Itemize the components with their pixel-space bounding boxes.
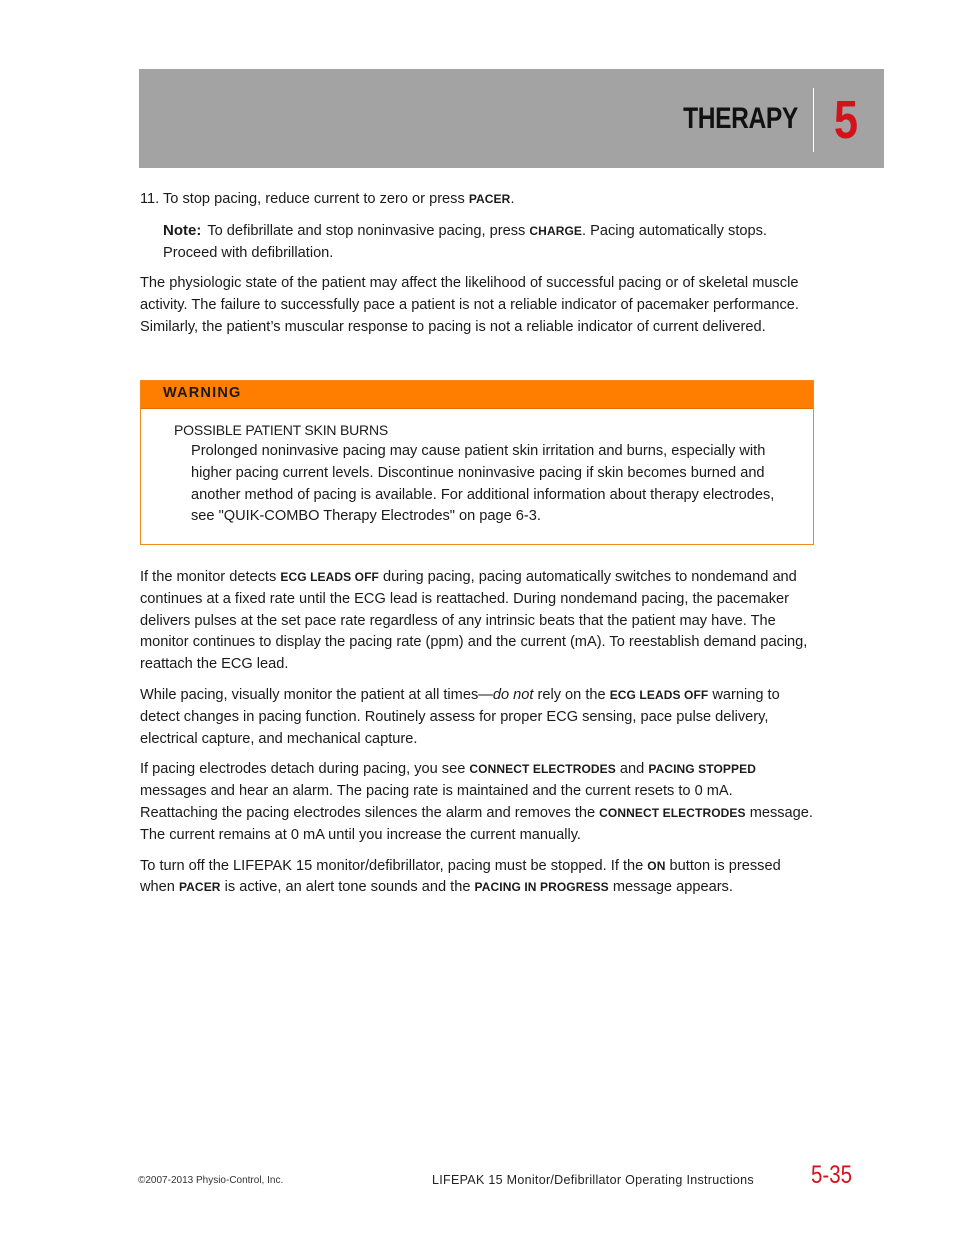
step-text-1: To stop pacing, reduce current to zero or press [163,191,469,207]
charge-key: CHARGE [529,223,583,238]
step-text-2: . [510,191,515,207]
warning-bar [141,381,813,409]
chapter-number: 5 [834,90,859,150]
turn-off-text-1: To turn off the LIFEPAK 15 monitor/defibrillator, pacing must be stopped. If the [140,857,648,874]
warning-body: Prolonged noninvasive pacing may cause patient skin irritation and burns, especially with higher pacing current levels. Discontinue noninvasive pacing if skin becomes burned and another method of pacing is available. For additional information about therapy electrodes, see "QUIK-COMBO Therapy Electrodes" on page 6-3. [191,443,775,525]
pacer-key-2: PACER [178,880,221,895]
step-number: 11. [140,191,160,207]
connect-electrodes-message-2: CONNECT ELECTRODES [599,805,746,820]
detach-text-4: message. The current remains at 0 mA until you increase the current manually. [140,804,813,843]
monitor-text-2: rely on the [533,686,610,703]
paragraph-turn-off [140,856,814,900]
monitor-text-3: warning to detect changes in pacing function. Routinely assess for proper ECG sensing, pace pulse delivery, electrical capture, and mechanical capture. [140,686,780,747]
chapter-header [139,69,884,168]
monitor-text-1: While pacing, visually monitor the patient at all times— [140,686,493,703]
warning-heading: POSSIBLE PATIENT SKIN BURNS [174,422,388,438]
leads-off-text-2: during pacing, pacing automatically switches to nondemand and continues at a fixed rate until the ECG lead is reattached. During nondemand pacing, the pacemaker delivers pulses at the set pace rate regardless of any intrinsic beats that the patient may have. The monitor continues to display the pacing rate (ppm) and the current (mA). To reestablish demand pacing, reattach the ECG lead. [140,569,808,673]
note-text-1: To defibrillate and stop noninvasive pacing, press [207,222,530,239]
note-text-2: . Pacing automatically stops. Proceed with defibrillation. [163,222,767,261]
pacing-stopped-message: PACING STOPPED [648,762,756,777]
leads-off-text-1: If the monitor detects [140,569,281,585]
footer-page-number: 5-35 [811,1161,853,1189]
detach-text-3: messages and hear an alarm. The pacing rate is maintained and the current resets to 0 mA. Reattaching the pacing electrodes silences the alarm and removes the [140,783,733,821]
monitor-emphasis: do not [492,686,534,703]
turn-off-text-2: button is pressed when [140,857,781,896]
connect-electrodes-message: CONNECT ELECTRODES [469,762,616,777]
step-11 [140,189,814,211]
footer-document-title: LIFEPAK 15 Monitor/Defibrillator Operating Instructions [432,1173,754,1187]
detach-text-1: If pacing electrodes detach during pacing, you see [140,761,470,778]
ecg-leads-off-message: ECG LEADS OFF [280,570,379,584]
lower-content [140,567,814,908]
note-label: Note: [163,221,202,239]
detach-text-2: and [615,761,649,778]
ecg-leads-off-warning: ECG LEADS OFF [609,687,709,702]
paragraph-monitor [140,685,814,750]
warning-label: WARNING [163,385,242,401]
note [163,220,814,265]
on-button-key: ON [647,858,666,873]
pacer-key: PACER [468,192,511,206]
paragraph-physiologic: The physiologic state of the patient may affect the likelihood of successful pacing or of skeletal muscle activity. The failure to successfully pace a patient is not a reliable indicator of pacemaker performance. Similarly, the patient’s muscular response to pacing is not a reliable indicator of current delivered. [140,275,799,335]
turn-off-text-4: message appears. [608,879,733,896]
turn-off-text-3: is active, an alert tone sounds and the [220,879,475,896]
chapter-title: THERAPY [683,102,798,135]
footer-copyright: ©2007-2013 Physio-Control, Inc. [138,1175,284,1186]
pacing-in-progress-message: PACING IN PROGRESS [474,880,609,895]
upper-content [140,189,814,348]
warning-box [140,380,814,545]
paragraph-leads-off [140,567,814,676]
chapter-divider [813,88,814,152]
paragraph-detach [140,759,814,846]
